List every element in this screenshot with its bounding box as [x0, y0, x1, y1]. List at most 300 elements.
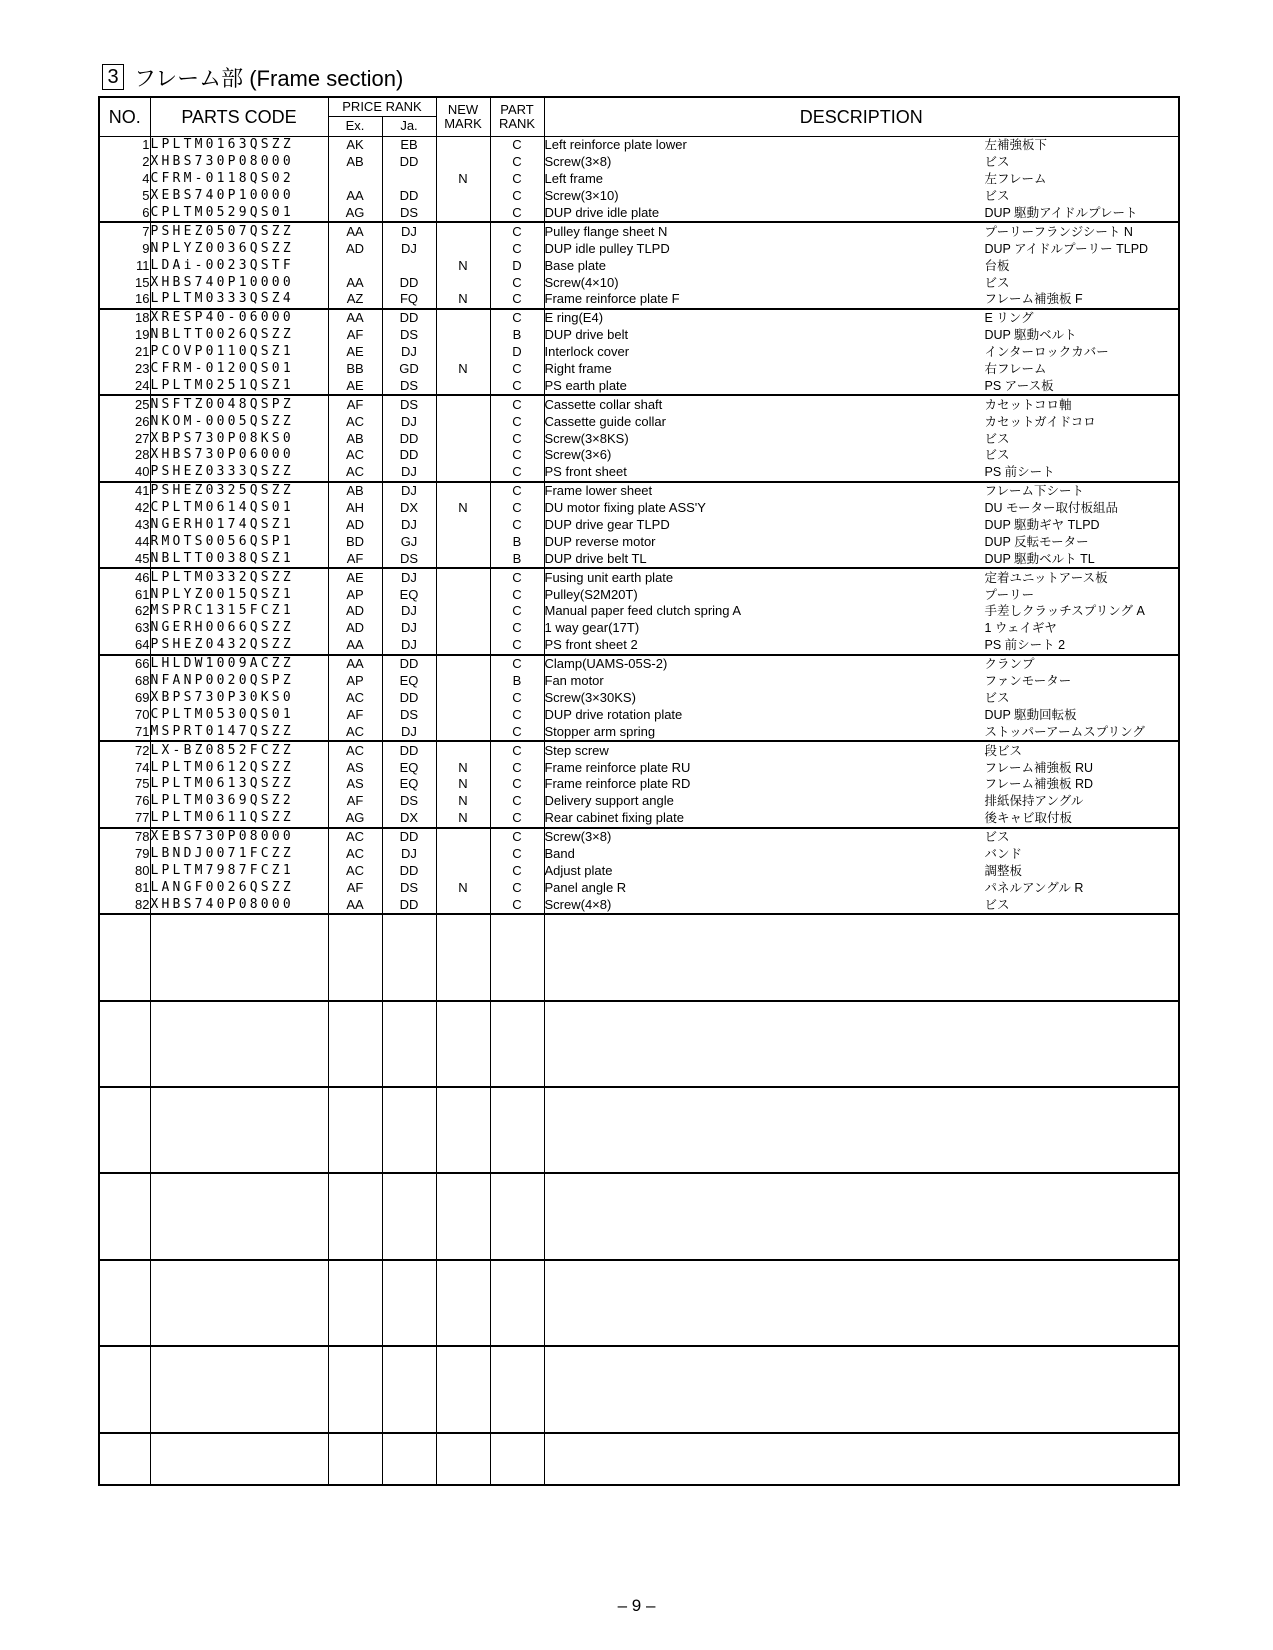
new-mark: [436, 1398, 490, 1415]
description-en: Screw(3×10): [544, 188, 619, 204]
description-en: Frame reinforce plate RD: [544, 776, 691, 792]
part-rank: C: [490, 361, 544, 378]
price-rank-ja: [382, 1035, 436, 1052]
description: [544, 896, 1179, 914]
new-mark: [436, 966, 490, 983]
description-en: Cassette guide collar: [544, 413, 666, 429]
part-rank: C: [490, 690, 544, 707]
new-mark: [436, 154, 490, 171]
new-mark: [436, 620, 490, 637]
part-rank: C: [490, 274, 544, 291]
part-no: 28: [99, 447, 150, 464]
table-row: [99, 568, 1179, 586]
part-code: [150, 983, 328, 1001]
part-code: MSPRC1315FCZ1: [150, 603, 328, 620]
part-no: 5: [99, 188, 150, 205]
price-rank-ja: DJ: [382, 637, 436, 655]
blank-row: [99, 1433, 1179, 1451]
description: [544, 966, 1179, 983]
price-rank-ja: [382, 1278, 436, 1295]
description-ja: ビス: [984, 897, 1010, 912]
description: [544, 500, 1179, 517]
part-code: [150, 1173, 328, 1191]
blank-row: [99, 1225, 1179, 1242]
new-mark: [436, 430, 490, 447]
part-code: LHLDW1009ACZZ: [150, 655, 328, 673]
description-ja: ファンモーター: [984, 674, 1072, 689]
table-row: [99, 706, 1179, 723]
part-code: LPLTM0251QSZ1: [150, 377, 328, 395]
part-code: [150, 966, 328, 983]
part-rank: C: [490, 586, 544, 603]
description-ja: PS アース板: [984, 378, 1054, 393]
price-rank-ja: [382, 1433, 436, 1451]
blank-row: [99, 1139, 1179, 1156]
table-row: [99, 810, 1179, 828]
part-no: 71: [99, 723, 150, 741]
description-ja: DUP 反転モーター: [984, 534, 1089, 549]
table-row: [99, 171, 1179, 188]
price-rank-ex: AP: [328, 586, 382, 603]
part-no: 75: [99, 776, 150, 793]
description-ja: フレーム補強板 RU: [984, 760, 1094, 775]
description: [544, 568, 1179, 586]
price-rank-ja: DJ: [382, 222, 436, 240]
description-en: Screw(3×30KS): [544, 689, 636, 705]
table-row: [99, 550, 1179, 568]
part-code: LPLTM0163QSZZ: [150, 137, 328, 154]
description: [544, 517, 1179, 534]
table-row: [99, 637, 1179, 655]
price-rank-ex: AK: [328, 137, 382, 154]
part-no: 69: [99, 690, 150, 707]
description-ja: DUP 駆動アイドルプレート: [984, 206, 1138, 220]
new-mark: N: [436, 361, 490, 378]
part-rank: B: [490, 533, 544, 550]
price-rank-ex: AF: [328, 706, 382, 723]
part-no: [99, 914, 150, 932]
description-ja: 後キャビ取付板: [984, 811, 1073, 826]
price-rank-ja: [382, 1208, 436, 1225]
part-code: PSHEZ0325QSZZ: [150, 482, 328, 500]
part-rank: [490, 1069, 544, 1087]
part-rank: C: [490, 309, 544, 327]
description-en: Frame reinforce plate F: [544, 291, 680, 307]
table-row: [99, 533, 1179, 550]
part-code: [150, 1312, 328, 1329]
table-row: [99, 430, 1179, 447]
new-mark: [436, 914, 490, 932]
price-rank-ex: [328, 171, 382, 188]
part-no: 41: [99, 482, 150, 500]
description-ja: DU モーター取付板組品: [984, 501, 1119, 516]
part-no: [99, 1139, 150, 1156]
price-rank-ja: DS: [382, 327, 436, 344]
price-rank-ja: DD: [382, 690, 436, 707]
description-en: DUP reverse motor: [544, 533, 656, 549]
price-rank-ex: [328, 1468, 382, 1486]
price-rank-ja: DJ: [382, 464, 436, 482]
table-row: [99, 793, 1179, 810]
description-ja: パネルアングル R: [984, 880, 1084, 895]
part-code: [150, 1052, 328, 1069]
part-no: [99, 1001, 150, 1019]
part-code: [150, 1328, 328, 1346]
new-mark: N: [436, 759, 490, 776]
part-rank: C: [490, 862, 544, 879]
description: [544, 274, 1179, 291]
part-code: LPLTM0612QSZZ: [150, 759, 328, 776]
part-rank: [490, 1087, 544, 1105]
part-code: NGERH0174QSZ1: [150, 517, 328, 534]
price-rank-ex: AZ: [328, 291, 382, 309]
price-rank-ja: [382, 1122, 436, 1139]
new-mark: [436, 1468, 490, 1486]
part-code: [150, 1191, 328, 1208]
description-en: Interlock cover: [544, 344, 630, 360]
part-rank: C: [490, 430, 544, 447]
part-no: 4: [99, 171, 150, 188]
description: [544, 1225, 1179, 1242]
part-code: [150, 1278, 328, 1295]
part-no: 79: [99, 846, 150, 863]
part-code: [150, 1346, 328, 1364]
description-en: Fan motor: [544, 673, 604, 689]
part-code: XEBS740P10000: [150, 188, 328, 205]
part-code: XHBS730P08000: [150, 154, 328, 171]
part-rank: [490, 1381, 544, 1398]
part-code: XHBS740P08000: [150, 896, 328, 914]
description: [544, 759, 1179, 776]
part-no: [99, 1191, 150, 1208]
part-code: LPLTM0333QSZ4: [150, 291, 328, 309]
part-code: LANGF0026QSZZ: [150, 879, 328, 896]
price-rank-ex: AC: [328, 723, 382, 741]
price-rank-ja: DS: [382, 550, 436, 568]
new-mark: [436, 377, 490, 395]
table-row: [99, 846, 1179, 863]
new-mark: [436, 1295, 490, 1312]
description: [544, 1035, 1179, 1052]
new-mark: [436, 1381, 490, 1398]
price-rank-ex: AS: [328, 759, 382, 776]
price-rank-ex: [328, 257, 382, 274]
new-mark: [436, 309, 490, 327]
blank-row: [99, 1173, 1179, 1191]
description-en: PS earth plate: [544, 377, 627, 393]
blank-row: [99, 949, 1179, 966]
price-rank-ja: EQ: [382, 673, 436, 690]
price-rank-ex: [328, 1433, 382, 1451]
part-code: XBPS730P30KS0: [150, 690, 328, 707]
price-rank-ex: [328, 1415, 382, 1433]
part-rank: [490, 914, 544, 932]
part-code: LPLTM0332QSZZ: [150, 568, 328, 586]
price-rank-ja: [382, 257, 436, 274]
new-mark: [436, 274, 490, 291]
part-rank: C: [490, 291, 544, 309]
part-no: 46: [99, 568, 150, 586]
price-rank-ex: AA: [328, 896, 382, 914]
part-rank: C: [490, 637, 544, 655]
description-ja: 定着ユニットアース板: [984, 570, 1108, 585]
part-no: [99, 966, 150, 983]
part-code: LPLTM0611QSZZ: [150, 810, 328, 828]
part-code: NGERH0066QSZZ: [150, 620, 328, 637]
price-rank-ex: AD: [328, 620, 382, 637]
description-ja: PS 前シート: [984, 465, 1055, 480]
part-rank: D: [490, 344, 544, 361]
part-no: 42: [99, 500, 150, 517]
new-mark: N: [436, 171, 490, 188]
table-row: [99, 464, 1179, 482]
price-rank-ja: [382, 1346, 436, 1364]
new-mark: [436, 706, 490, 723]
price-rank-ja: [382, 1191, 436, 1208]
description-en: Frame lower sheet: [544, 483, 653, 499]
part-code: [150, 1242, 328, 1260]
description-en: PS front sheet 2: [544, 637, 638, 653]
price-rank-ex: [328, 1069, 382, 1087]
price-rank-ex: AP: [328, 673, 382, 690]
description-en: Panel angle R: [544, 879, 627, 895]
new-mark: [436, 1105, 490, 1122]
part-rank: [490, 1225, 544, 1242]
price-rank-ex: [328, 1052, 382, 1069]
part-code: [150, 1156, 328, 1174]
part-no: [99, 932, 150, 949]
part-no: [99, 1018, 150, 1035]
price-rank-ja: EB: [382, 137, 436, 154]
section-heading: フレーム部 (Frame section): [134, 65, 404, 91]
part-no: 78: [99, 828, 150, 846]
page-number: – 9 –: [617, 1596, 656, 1615]
new-mark: N: [436, 291, 490, 309]
header-part-rank: [490, 97, 544, 137]
part-no: 77: [99, 810, 150, 828]
part-code: PSHEZ0432QSZZ: [150, 637, 328, 655]
price-rank-ex: AF: [328, 793, 382, 810]
price-rank-ja: [382, 1398, 436, 1415]
description: [544, 673, 1179, 690]
header-parts-code: PARTS CODE: [150, 97, 328, 137]
new-mark: [436, 1260, 490, 1278]
part-no: 81: [99, 879, 150, 896]
description: [544, 482, 1179, 500]
part-rank: C: [490, 603, 544, 620]
description: [544, 327, 1179, 344]
price-rank-ja: [382, 914, 436, 932]
blank-row: [99, 1052, 1179, 1069]
new-mark: [436, 550, 490, 568]
description: [544, 741, 1179, 759]
part-no: [99, 1295, 150, 1312]
price-rank-ex: [328, 1312, 382, 1329]
price-rank-ja: DJ: [382, 846, 436, 863]
price-rank-ex: AH: [328, 500, 382, 517]
part-no: [99, 1328, 150, 1346]
price-rank-ja: [382, 1295, 436, 1312]
part-no: [99, 1105, 150, 1122]
description: [544, 1398, 1179, 1415]
description: [544, 1208, 1179, 1225]
part-code: CPLTM0529QS01: [150, 205, 328, 223]
blank-row: [99, 1122, 1179, 1139]
blank-row: [99, 1035, 1179, 1052]
part-rank: [490, 932, 544, 949]
new-mark: [436, 1122, 490, 1139]
header-description: DESCRIPTION: [544, 97, 1179, 137]
new-mark: [436, 723, 490, 741]
new-mark: [436, 188, 490, 205]
description-ja: バンド: [984, 846, 1023, 861]
new-mark: [436, 1139, 490, 1156]
description: [544, 205, 1179, 223]
description-en: DUP drive gear TLPD: [544, 517, 670, 533]
description: [544, 464, 1179, 482]
description-en: Pulley(S2M20T): [544, 586, 638, 602]
part-rank: [490, 1278, 544, 1295]
description-en: Rear cabinet fixing plate: [544, 810, 684, 826]
price-rank-ja: [382, 1242, 436, 1260]
price-rank-ex: AC: [328, 464, 382, 482]
new-mark: [436, 1156, 490, 1174]
description-en: DUP drive belt: [544, 327, 629, 343]
description-ja: ストッパーアームスプリング: [984, 724, 1145, 739]
part-no: 80: [99, 862, 150, 879]
section-number: 3: [102, 64, 124, 90]
price-rank-ex: [328, 1156, 382, 1174]
description: [544, 1139, 1179, 1156]
table-row: [99, 257, 1179, 274]
description-en: Manual paper feed clutch spring A: [544, 603, 742, 619]
new-mark: N: [436, 257, 490, 274]
part-no: 9: [99, 240, 150, 257]
new-mark: [436, 1312, 490, 1329]
price-rank-ja: DJ: [382, 603, 436, 620]
description: [544, 1346, 1179, 1364]
new-mark: [436, 637, 490, 655]
new-mark: N: [436, 879, 490, 896]
price-rank-ja: DD: [382, 309, 436, 327]
part-no: 66: [99, 655, 150, 673]
description: [544, 137, 1179, 154]
description: [544, 1260, 1179, 1278]
price-rank-ja: DD: [382, 430, 436, 447]
header-price-ja: Ja.: [382, 116, 436, 136]
part-code: XEBS730P08000: [150, 828, 328, 846]
part-code: CFRM-0120QS01: [150, 361, 328, 378]
price-rank-ex: [328, 949, 382, 966]
part-no: [99, 1278, 150, 1295]
section-title: [102, 62, 403, 92]
blank-row: [99, 1398, 1179, 1415]
description-ja: 1 ウェイギヤ: [984, 621, 1057, 636]
description-ja: ビス: [984, 155, 1010, 170]
part-code: [150, 1451, 328, 1468]
description: [544, 846, 1179, 863]
price-rank-ja: DJ: [382, 240, 436, 257]
part-no: [99, 1173, 150, 1191]
description: [544, 1001, 1179, 1019]
description-ja: DUP 駆動ギヤ TLPD: [984, 518, 1100, 533]
price-rank-ex: [328, 1035, 382, 1052]
part-rank: [490, 1346, 544, 1364]
description-en: E ring(E4): [544, 310, 604, 326]
part-rank: C: [490, 655, 544, 673]
part-code: [150, 1225, 328, 1242]
price-rank-ja: EQ: [382, 776, 436, 793]
table-row: [99, 586, 1179, 603]
new-mark: [436, 1208, 490, 1225]
new-mark: [436, 1328, 490, 1346]
price-rank-ja: EQ: [382, 759, 436, 776]
price-rank-ja: DS: [382, 706, 436, 723]
description-ja: ビス: [984, 448, 1010, 463]
part-code: NPLYZ0015QSZ1: [150, 586, 328, 603]
description: [544, 637, 1179, 655]
new-mark: [436, 1278, 490, 1295]
header-new-mark-line1: NEW: [447, 102, 479, 117]
description: [544, 550, 1179, 568]
price-rank-ja: [382, 1156, 436, 1174]
part-code: XHBS730P06000: [150, 447, 328, 464]
price-rank-ja: DJ: [382, 344, 436, 361]
description-en: DU motor fixing plate ASS'Y: [544, 500, 706, 516]
price-rank-ex: [328, 1451, 382, 1468]
part-code: NBLTT0038QSZ1: [150, 550, 328, 568]
new-mark: [436, 1242, 490, 1260]
part-no: 74: [99, 759, 150, 776]
table-row: [99, 344, 1179, 361]
header-new-mark: [436, 97, 490, 137]
part-no: 2: [99, 154, 150, 171]
part-code: NBLTT0026QSZZ: [150, 327, 328, 344]
part-no: 76: [99, 793, 150, 810]
table-row: [99, 205, 1179, 223]
description: [544, 690, 1179, 707]
price-rank-ja: [382, 1260, 436, 1278]
price-rank-ex: AC: [328, 828, 382, 846]
part-rank: [490, 1173, 544, 1191]
part-rank: C: [490, 377, 544, 395]
part-rank: C: [490, 413, 544, 430]
description: [544, 655, 1179, 673]
part-no: 7: [99, 222, 150, 240]
part-rank: [490, 1433, 544, 1451]
part-code: LPLTM0613QSZZ: [150, 776, 328, 793]
description-en: Right frame: [544, 361, 612, 377]
price-rank-ja: [382, 1328, 436, 1346]
part-rank: [490, 1156, 544, 1174]
description: [544, 586, 1179, 603]
price-rank-ja: [382, 1312, 436, 1329]
part-code: [150, 1468, 328, 1486]
description-en: Screw(3×8KS): [544, 430, 629, 446]
part-rank: C: [490, 395, 544, 413]
description-ja: 台板: [984, 258, 1010, 273]
new-mark: [436, 205, 490, 223]
price-rank-ex: AG: [328, 810, 382, 828]
description: [544, 154, 1179, 171]
part-no: [99, 1398, 150, 1415]
description-ja: 左補強板下: [984, 138, 1048, 153]
part-no: [99, 1260, 150, 1278]
price-rank-ex: AC: [328, 447, 382, 464]
part-no: 45: [99, 550, 150, 568]
price-rank-ex: [328, 1208, 382, 1225]
part-no: [99, 1415, 150, 1433]
